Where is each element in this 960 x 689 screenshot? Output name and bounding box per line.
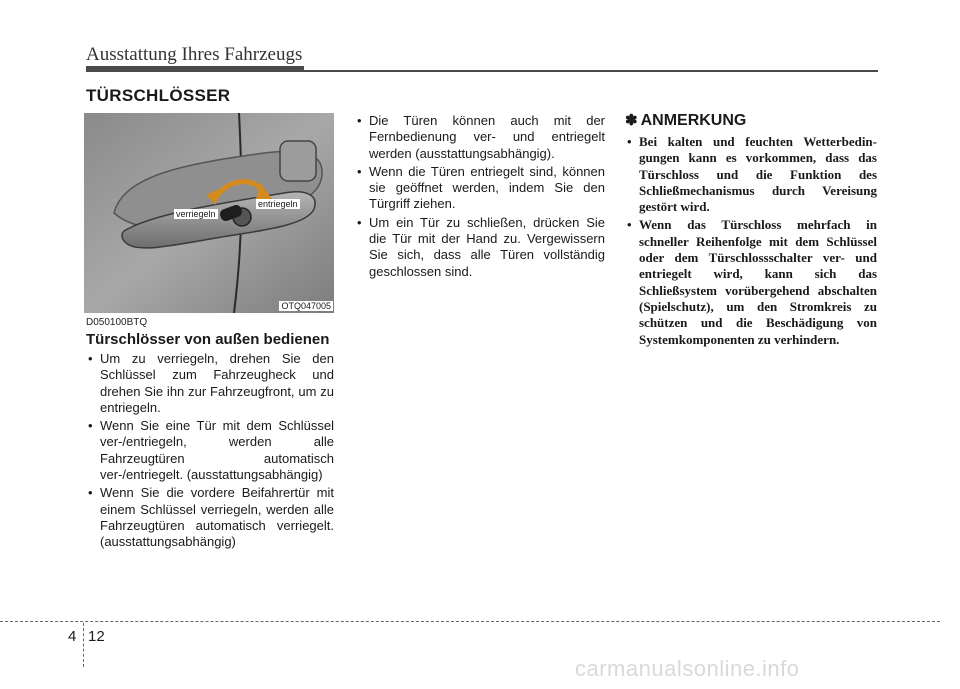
- footer-divider: [0, 621, 940, 622]
- label-unlock: entriegeln: [258, 199, 298, 209]
- page-section-number: 4: [68, 628, 77, 645]
- footer-vertical-divider: [83, 623, 84, 667]
- document-code: D050100BTQ: [86, 317, 148, 328]
- middle-bullet-list: [355, 113, 605, 282]
- section-title: TÜRSCHLÖSSER: [86, 86, 231, 105]
- left-bullet-list: [86, 351, 334, 553]
- note-star-icon: ✽: [625, 112, 638, 129]
- subheading: Türschlösser von außen bedienen: [86, 331, 330, 348]
- header-rule: [86, 70, 878, 72]
- door-lock-figure: [84, 113, 334, 313]
- page-header-title: Ausstattung Ihres Fahrzeugs: [86, 44, 303, 65]
- list-item: • Wenn das Türschloss mehrfach in schneller Reihenfolge mit dem Schlüssel oder dem Türschlossschalter ver- und entriegelt wird, kann sich das Schließsystem vorübergehend abschalten (Spielschutz), um den Stromkreis zu schützen und die Beschädigung von Systemkomponenten zu verhindern.: [625, 217, 877, 347]
- list-item: • Bei kalten und feuchten Wetterbedin-gungen kann es vorkommen, dass das Türschloss und die Funktion des Schließmechanismus durch Vereisung gestört wird.: [625, 134, 877, 215]
- note-title: ANMERKUNG: [640, 112, 747, 129]
- watermark: carmanualsonline.info: [575, 656, 800, 681]
- list-item: • Um ein Tür zu schließen, drücken Sie die Tür mit der Hand zu. Vergewissern Sie sich, dass alle Türen vollständig geschlossen sind.: [355, 215, 605, 280]
- list-item: • Die Türen können auch mit der Fernbedienung ver- und entriegelt werden (ausstattungsabhängig).: [355, 113, 605, 162]
- note-bullet-list: [625, 134, 877, 350]
- list-item: • Wenn Sie die vordere Beifahrertür mit einem Schlüssel verriegeln, werden alle Fahrzeugtüren automatisch verriegelt. (ausstattungsabhängig): [86, 485, 334, 550]
- list-item: • Um zu verriegeln, drehen Sie den Schlüssel zum Fahrzeugheck und drehen Sie ihn zur Fahrzeugfront, um zu entriegeln.: [86, 351, 334, 416]
- page-number: 12: [88, 628, 105, 645]
- label-lock: verriegeln: [176, 209, 216, 219]
- list-item: • Wenn Sie eine Tür mit dem Schlüssel ver-/entriegeln, werden alle Fahrzeugtüren automatisch ver-/entriegelt. (ausstattungsabhängig): [86, 418, 334, 483]
- list-item: • Wenn die Türen entriegelt sind, können sie geöffnet werden, indem Sie den Türgriff ziehen.: [355, 164, 605, 213]
- note-heading: [625, 111, 746, 130]
- figure-code: OTQ047005: [281, 301, 331, 311]
